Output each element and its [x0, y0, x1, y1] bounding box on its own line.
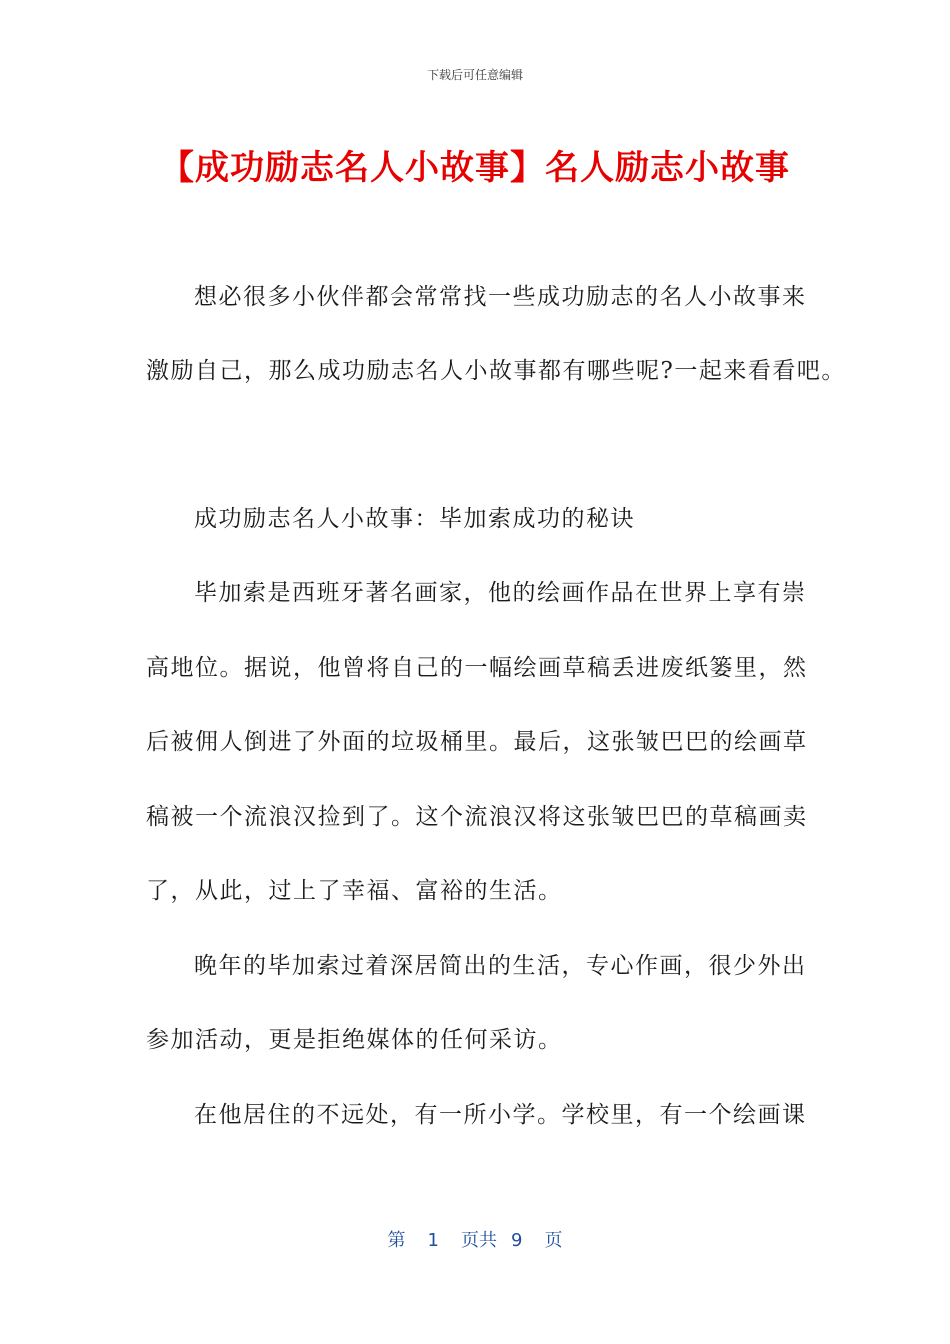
paragraph-line: 高地位。据说，他曾将自己的一幅绘画草稿丢进废纸篓里，然: [146, 655, 808, 681]
footer-suffix: 页: [544, 1230, 563, 1251]
paragraph-line: 想必很多小伙伴都会常常找一些成功励志的名人小故事来: [194, 284, 807, 310]
footer-prefix: 第: [387, 1230, 406, 1251]
paragraph-line: 了，从此，过上了幸福、富裕的生活。: [146, 878, 563, 904]
paragraph-line: 毕加索是西班牙著名画家，他的绘画作品在世界上享有崇: [194, 580, 807, 606]
section-heading: 成功励志名人小故事：毕加索成功的秘诀: [194, 506, 635, 532]
page-footer: [0, 1226, 950, 1252]
current-page-number: 1: [427, 1230, 439, 1251]
document-title: 【成功励志名人小故事】名人励志小故事: [160, 148, 790, 188]
header-note: 下载后可任意编辑: [426, 68, 523, 82]
footer-middle: 页共: [461, 1230, 497, 1251]
paragraph-line: 晚年的毕加索过着深居简出的生活，专心作画，很少外出: [194, 953, 807, 979]
paragraph-line: 激励自己，那么成功励志名人小故事都有哪些呢?一起来看看吧。: [146, 358, 846, 384]
paragraph-line: 稿被一个流浪汉捡到了。这个流浪汉将这张皱巴巴的草稿画卖: [146, 804, 808, 830]
paragraph-line: 后被佣人倒进了外面的垃圾桶里。最后，这张皱巴巴的绘画草: [146, 729, 808, 755]
total-pages-number: 9: [511, 1230, 523, 1251]
paragraph-line: 在他居住的不远处，有一所小学。学校里，有一个绘画课: [194, 1102, 807, 1128]
paragraph-line: 参加活动，更是拒绝媒体的任何采访。: [146, 1027, 563, 1053]
